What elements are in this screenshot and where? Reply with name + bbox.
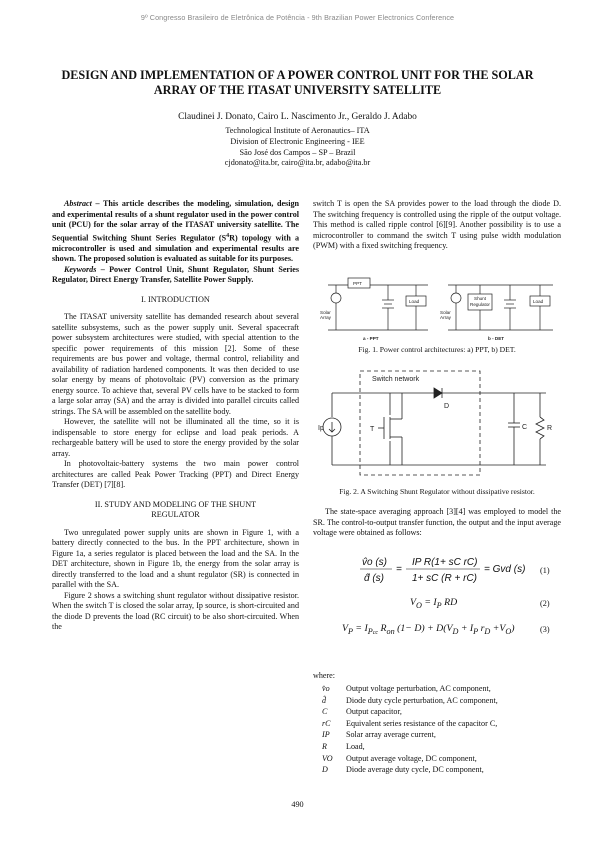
figure-2-caption: Fig. 2. A Switching Shunt Regulator without dissipative resistor. <box>339 487 535 496</box>
svg-text:= Gvd (s): = Gvd (s) <box>484 564 526 575</box>
keywords-label: Keywords <box>64 264 97 274</box>
fig2-source-label: Ip <box>318 425 324 432</box>
symbol: VO <box>322 753 333 763</box>
page-number: 490 <box>291 800 304 809</box>
symbol-desc: Output capacitor, <box>346 707 402 717</box>
symbol-desc: Diode duty cycle perturbation, AC component, <box>346 695 498 705</box>
fig1-array-label: Array <box>320 315 331 320</box>
svg-text:v̂o (s): v̂o (s) <box>362 557 387 568</box>
abstract-text-end: R) topology with a microcontroller is used and simulation and experimental results are shown. The proposed solution is evaluated as suitable for its purposes. <box>52 233 299 264</box>
fig2-load-label: R <box>547 425 553 432</box>
equation-1 <box>360 553 526 587</box>
abstract-text: – This article describes the modeling, simulation, design and experimental results of a shunt regulator used in the power control unit (PCU) for the solar array of the ITASAT university satellite. The Sequential Switching Shunt Series Regulator (S <box>52 199 299 243</box>
fig1-regulator-label: Regulator <box>470 302 490 307</box>
symbol-row <box>320 753 550 765</box>
symbol-desc: Diode average duty cycle, DC component, <box>346 765 484 775</box>
symbol-row <box>320 683 550 695</box>
fig2-cap-label: C <box>522 424 528 431</box>
figure-2-diagram <box>318 365 558 483</box>
abstract-label: Abstract <box>64 199 92 208</box>
svg-text:d̂ (s): d̂ (s) <box>364 573 384 584</box>
symbol: rC <box>322 718 331 728</box>
right-column-top <box>313 199 561 252</box>
fig1-load-label: Load <box>409 299 420 304</box>
equation-3: $V_P = I_{Pcc}$ $R_{on}$ $(1- D) + D(V_D + I_P$ $r_D +V_O$) <box>342 623 515 636</box>
section-heading: I. INTRODUCTION <box>141 294 210 304</box>
paragraph: In photovoltaic-battery systems the two main power control architectures are called Peak Power Tracking (PPT) and Direct Energy Transfer (DET) [7][8]. <box>52 459 299 490</box>
symbol-list <box>320 683 550 776</box>
fig1-load-label-b: Load <box>533 299 544 304</box>
affiliation-line: Division of Electronic Engineering - IEE <box>230 136 365 146</box>
equation-number: (2) <box>540 599 550 608</box>
paragraph: The ITASAT university satellite has demanded research about several satellite subsystems, such as the power supply unit. Several spacecraft power subsystem architectures were studied, with special attention to the specific power requirements of this mission [2]. Some of these requirements are bus power and voltage, thermal control, reliability and availability of radiation hardened components. It was then decided to use solar energy by means of photovoltaic (PV) conversion as the primary energy source. To achieve that, several PV cells have to be stacked to form a large solar array (SA) and the array is divided into parallel circuits called strings. The SA will be assembled on the satellite body. <box>52 312 299 416</box>
fig1-solar-label-b: Solar <box>440 310 451 315</box>
symbol: IP <box>322 730 330 740</box>
symbol-desc: Output voltage perturbation, AC component, <box>346 684 491 693</box>
paper-title: DESIGN AND IMPLEMENTATION OF A POWER CONTROL UNIT FOR THE SOLAR ARRAY OF THE ITASAT UNIVERSITY SATELLITE <box>61 68 534 97</box>
conference-header: 9º Congresso Brasileiro de Eletrônica de Potência - 9th Brazilian Power Electronics Conference <box>140 13 455 22</box>
keywords-text: – Power Control Unit, Shunt Regulator, Shunt Series Regulator, Direct Energy Transfer, Satellite Power Supply. <box>52 264 299 285</box>
abstract-sup: 4 <box>226 232 230 239</box>
symbol: d̂ <box>322 695 327 705</box>
figure-1-caption: Fig. 1. Power control architectures: a) PPT, b) DET. <box>358 345 516 354</box>
symbol-row <box>320 764 550 776</box>
svg-text:=: = <box>396 564 402 575</box>
equation-2: $V_O = I_P$ RD <box>410 597 458 610</box>
left-column <box>52 199 299 633</box>
paragraph: The state-space averaging approach [3][4] was employed to model the SR. The control-to-output transfer function, the output and the input average voltage were obtained as follows: <box>313 507 561 537</box>
paragraph: Two unregulated power supply units are shown in Figure 1, with a battery directly connected to the bus. In the PPT architecture, shown in Figure 1a, a series regulator is placed between the load and the SA. In the DET architecture, shown in Figure 1b, the energy from the solar array is directly transferred to the load and a shunt regulator (SR) is connected in parallel with the SA. <box>52 527 299 590</box>
symbol-row <box>320 741 550 753</box>
where-label: where: <box>313 671 336 680</box>
fig1-array-label-b: Array <box>440 315 451 320</box>
paragraph: However, the satellite will not be illuminated all the time, so it is indispensable to store energy for eclipse and load peak periods. A rechargeable battery will be used to store the energy provided by the solar array. <box>52 417 299 458</box>
authors: Claudinei J. Donato, Cairo L. Nascimento Jr., Geraldo J. Adabo <box>178 112 417 122</box>
svg-text:1+ sC (R + rC): 1+ sC (R + rC) <box>412 573 478 584</box>
symbol-desc: Load, <box>346 741 365 751</box>
affiliation-line: Technological Institute of Aeronautics– ITA <box>225 126 370 135</box>
symbol-row <box>320 695 550 707</box>
symbol-desc: Output average voltage, DC component, <box>346 753 477 763</box>
paragraph: switch T is open the SA provides power to the load through the diode D. The switching frequency is controlled using the ripple of the output voltage. This method is called ripple control [6][9]. Another possibility is to use a microcontroller to command the switch T using pulse width modulation (PWM) with a fixed switching frequency. <box>313 199 561 250</box>
fig1-solar-label: Solar <box>320 310 331 315</box>
symbol: C <box>322 707 328 717</box>
fig2-switch-label: T <box>370 426 375 433</box>
paragraph: Figure 2 shows a switching shunt regulator without dissipative resistor. When the switch T is closed the solar array, Ip source, is short-circuited and the diode D prevents the load (RC circuit) to be also short-circuited. When the <box>52 590 299 632</box>
equation-number: (3) <box>540 625 550 634</box>
svg-text:IP R(1+ sC rC): IP R(1+ sC rC) <box>412 557 478 568</box>
fig1-b-label: b - DET <box>488 336 505 341</box>
keywords <box>52 265 299 286</box>
fig1-ppt-label: PPT <box>353 281 362 286</box>
symbol-desc: Equivalent series resistance of the capacitor C, <box>346 718 498 728</box>
fig1-a-label: a - PPT <box>363 336 379 341</box>
section-heading: II. STUDY AND MODELING OF THE SHUNT REGULATOR <box>94 499 257 520</box>
fig1-shunt-label: Shunt <box>474 296 487 301</box>
affiliation <box>0 126 595 169</box>
abstract <box>52 199 299 265</box>
equation-number: (1) <box>540 566 550 575</box>
figure-1-diagram <box>318 270 558 345</box>
fig2-diode-label: D <box>444 403 450 410</box>
symbol: D <box>322 765 328 775</box>
symbol: v̂o <box>322 684 330 693</box>
affiliation-line: São José dos Campos – SP – Brazil <box>239 147 356 157</box>
symbol-row <box>320 706 550 718</box>
symbol-desc: Solar array average current, <box>346 730 436 740</box>
fig2-network-label: Switch network <box>372 376 420 383</box>
right-column-mid <box>313 507 561 539</box>
author-emails: cjdonato@ita.br, cairo@ita.br, adabo@ita.br <box>224 158 371 168</box>
symbol-row <box>320 718 550 730</box>
symbol-row <box>320 729 550 741</box>
symbol: R <box>322 741 327 751</box>
